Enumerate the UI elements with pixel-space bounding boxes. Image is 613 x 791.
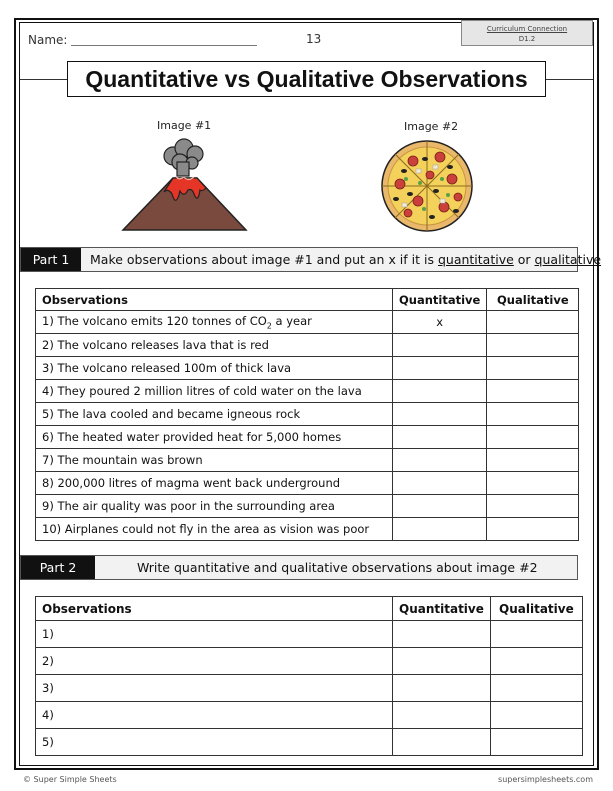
qualitative-cell[interactable]: [487, 380, 579, 403]
image-1-label: Image #1: [157, 119, 212, 132]
table-row: [36, 675, 583, 702]
qualitative-cell[interactable]: [487, 449, 579, 472]
header-qualitative: Qualitative: [490, 597, 582, 621]
image-2-label: Image #2: [404, 120, 459, 133]
table-row: [36, 311, 579, 334]
quantitative-cell[interactable]: [393, 729, 491, 756]
qualitative-cell[interactable]: [487, 357, 579, 380]
observation-text: 10) Airplanes could not fly in the area as vision was poor: [36, 518, 393, 541]
quantitative-cell[interactable]: [393, 472, 487, 495]
part-1-instruction-quantitative: quantitative: [437, 252, 514, 267]
part-1-instruction: [90, 248, 601, 271]
part-1-table: [35, 288, 579, 541]
table-row: [36, 380, 579, 403]
quantitative-cell[interactable]: [393, 648, 491, 675]
observation-text: 6) The heated water provided heat for 5,000 homes: [36, 426, 393, 449]
observation-input[interactable]: 4): [36, 702, 393, 729]
observation-input[interactable]: 5): [36, 729, 393, 756]
qualitative-cell[interactable]: [490, 729, 582, 756]
table-row: [36, 426, 579, 449]
part-2-instruction: Write quantitative and qualitative observations about image #2: [137, 560, 538, 575]
qualitative-cell[interactable]: [490, 648, 582, 675]
qualitative-cell[interactable]: [487, 426, 579, 449]
part-1-instruction-qualitative: qualitative: [534, 252, 602, 267]
observation-text: 2) The volcano releases lava that is red: [36, 334, 393, 357]
observation-text-main: 1) The volcano emits 120 tonnes of CO: [42, 313, 267, 328]
qualitative-cell[interactable]: [487, 334, 579, 357]
footer-copyright: © Super Simple Sheets: [23, 775, 117, 784]
quantitative-cell[interactable]: [393, 334, 487, 357]
quantitative-cell[interactable]: [393, 621, 491, 648]
header-qualitative: Qualitative: [487, 289, 579, 311]
qualitative-cell[interactable]: [490, 675, 582, 702]
header-observations: Observations: [36, 597, 393, 621]
table-row: [36, 357, 579, 380]
quantitative-cell[interactable]: [393, 357, 487, 380]
observation-subscript: 2: [266, 321, 272, 331]
title-rule-right: [546, 79, 593, 80]
header-observations: Observations: [36, 289, 393, 311]
qualitative-cell[interactable]: [490, 621, 582, 648]
volcano-icon: [118, 136, 250, 233]
qualitative-cell[interactable]: [490, 702, 582, 729]
qualitative-cell[interactable]: [487, 403, 579, 426]
observation-input[interactable]: 3): [36, 675, 393, 702]
observation-text: 9) The air quality was poor in the surrounding area: [36, 495, 393, 518]
observation-input[interactable]: 2): [36, 648, 393, 675]
observation-text: 8) 200,000 litres of magma went back underground: [36, 472, 393, 495]
qualitative-cell[interactable]: [487, 311, 579, 334]
observation-input[interactable]: 1): [36, 621, 393, 648]
quantitative-cell[interactable]: [393, 380, 487, 403]
qualitative-cell[interactable]: [487, 472, 579, 495]
page-title: Quantitative vs Qualitative Observations: [67, 61, 546, 97]
part-1-bar: [20, 247, 602, 272]
curriculum-connection-title: Curriculum Connection: [486, 25, 568, 33]
title-rule-left: [20, 79, 67, 80]
quantitative-cell[interactable]: [393, 675, 491, 702]
table-row: [36, 472, 579, 495]
curriculum-connection-code: D1.2: [518, 35, 536, 43]
name-blank[interactable]: [71, 35, 257, 46]
part-2-header-row: [36, 597, 583, 621]
part-1-instruction-or: or: [513, 252, 535, 267]
qualitative-cell[interactable]: [487, 518, 579, 541]
quantitative-cell[interactable]: [393, 403, 487, 426]
pizza-icon: [380, 139, 474, 233]
observation-text: 4) They poured 2 million litres of cold water on the lava: [36, 380, 393, 403]
page-number: 13: [306, 32, 322, 46]
table-row: [36, 495, 579, 518]
table-row: [36, 648, 583, 675]
table-row: [36, 403, 579, 426]
table-row: [36, 702, 583, 729]
table-row: [36, 729, 583, 756]
qualitative-cell[interactable]: [487, 495, 579, 518]
part-1-instruction-text: Make observations about image #1 and put an x if it is: [90, 252, 438, 267]
observation-text-end: a year: [271, 313, 312, 328]
quantitative-cell[interactable]: [393, 449, 487, 472]
part-1-tab: Part 1: [21, 248, 81, 271]
table-row: [36, 334, 579, 357]
name-label: Name:: [28, 33, 68, 47]
quantitative-cell[interactable]: [393, 518, 487, 541]
quantitative-cell[interactable]: [393, 702, 491, 729]
header-quantitative: Quantitative: [393, 289, 487, 311]
observation-text: 5) The lava cooled and became igneous rock: [36, 403, 393, 426]
part-1-header-row: [36, 289, 579, 311]
observation-text: 7) The mountain was brown: [36, 449, 393, 472]
table-row: [36, 518, 579, 541]
quantitative-cell[interactable]: [393, 426, 487, 449]
observation-text: [36, 311, 393, 334]
curriculum-connection-box: [461, 20, 593, 46]
part-2-tab: Part 2: [21, 556, 95, 579]
quantitative-cell[interactable]: x: [393, 311, 487, 334]
header-quantitative: Quantitative: [393, 597, 491, 621]
part-2-table: [35, 596, 583, 756]
footer-website: supersimplesheets.com: [498, 775, 593, 784]
name-field[interactable]: [28, 33, 257, 47]
part-2-bar: [20, 555, 578, 580]
table-row: [36, 621, 583, 648]
table-row: [36, 449, 579, 472]
observation-text: 3) The volcano released 100m of thick lava: [36, 357, 393, 380]
quantitative-cell[interactable]: [393, 495, 487, 518]
